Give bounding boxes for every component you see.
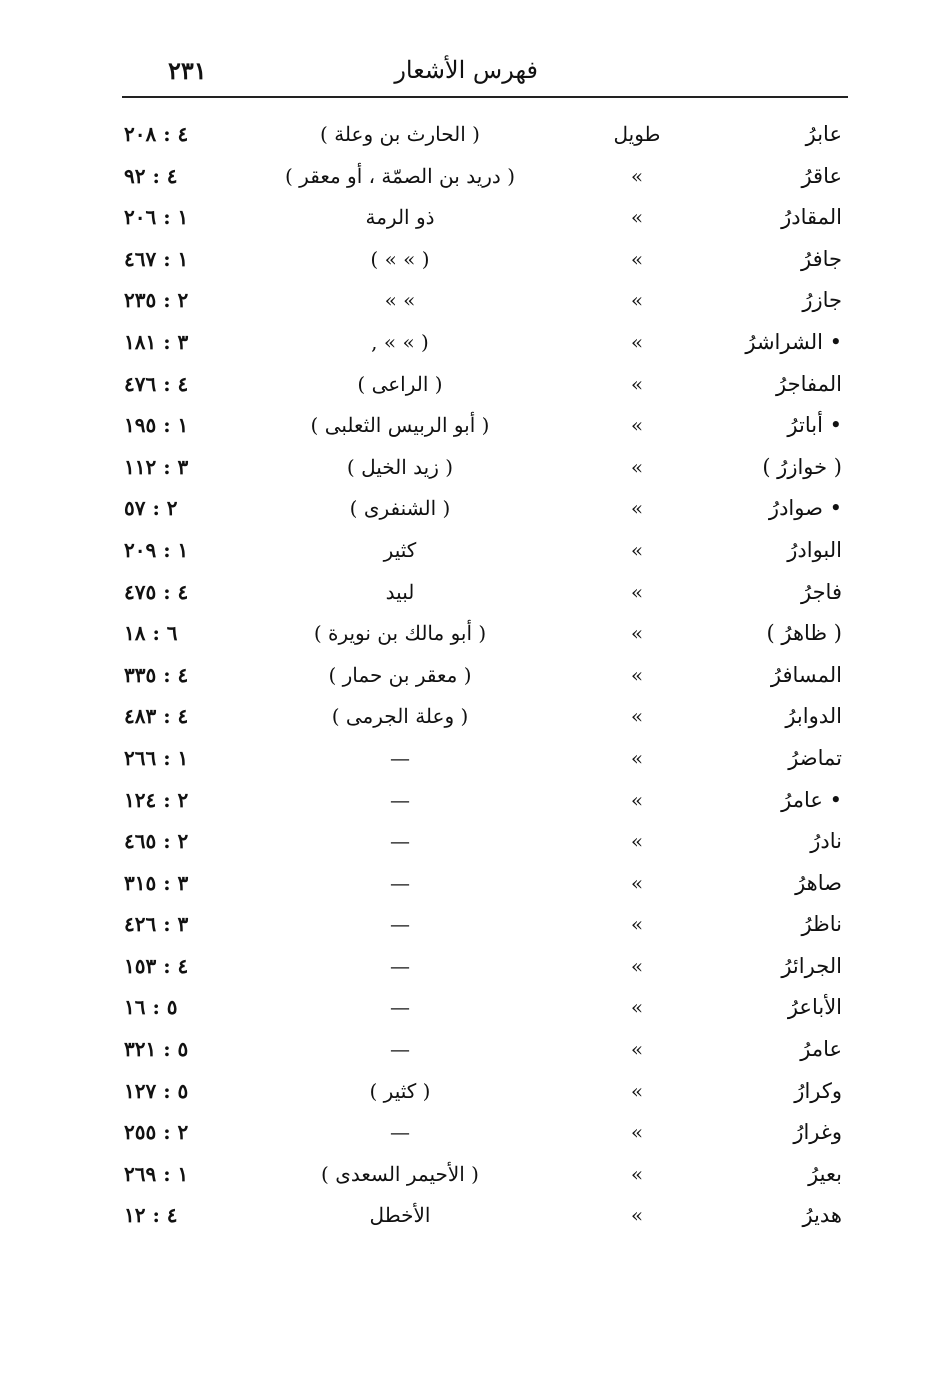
page-title: فهرس الأشعار — [394, 56, 538, 84]
poet-cell: لبيد — [385, 579, 415, 604]
poet-cell: ( كثير ) — [369, 1078, 431, 1103]
reference-cell: ٤ : ٣٣٥ — [124, 662, 189, 687]
rhyme-word: نادرُ — [810, 829, 842, 854]
index-row — [110, 201, 850, 243]
reference-cell: ٥ : ٣٢١ — [124, 1037, 189, 1062]
index-row — [110, 492, 850, 534]
rhyme-word: • أباترُ — [787, 413, 842, 438]
rhyme-word: ( ظاهرُ ) — [766, 621, 842, 646]
reference-cell: ٣ : ٤٢٦ — [124, 912, 189, 937]
poet-cell: كثير — [383, 537, 417, 562]
poet-cell: الأخطل — [369, 1203, 431, 1228]
poet-cell: ( الأحيمر السعدى ) — [321, 1161, 479, 1186]
index-row — [110, 368, 850, 410]
reference-cell: ٢ : ١٢٤ — [124, 787, 189, 812]
rhyme-word: جافرُ — [800, 246, 842, 271]
reference-cell: ١ : ١٩٥ — [124, 413, 189, 438]
meter-cell: » — [630, 1078, 644, 1103]
index-row — [110, 950, 850, 992]
poetry-index-table — [110, 118, 850, 1241]
reference-cell: ١ : ٢٠٦ — [124, 205, 189, 230]
meter-cell: » — [630, 413, 644, 438]
poet-cell: ذو الرمة — [365, 205, 435, 230]
index-row — [110, 867, 850, 909]
index-row — [110, 659, 850, 701]
poet-cell: — — [390, 995, 410, 1020]
poet-cell: — — [390, 829, 410, 854]
index-row — [110, 742, 850, 784]
poet-cell: ( الحارث بن وعلة ) — [320, 122, 480, 146]
index-row — [110, 160, 850, 202]
index-row — [110, 326, 850, 368]
reference-cell: ٤ : ٤٨٣ — [124, 704, 189, 729]
poet-cell: — — [390, 1037, 410, 1062]
rhyme-word: • الشراشرُ — [745, 329, 842, 354]
reference-cell: ٢ : ٢٥٥ — [124, 1120, 189, 1145]
meter-cell: » — [630, 1203, 644, 1228]
reference-cell: ١ : ٤٦٧ — [124, 246, 189, 271]
index-row — [110, 409, 850, 451]
rhyme-word: بعيرُ — [808, 1161, 842, 1186]
reference-cell: ٣ : ١١٢ — [124, 454, 189, 479]
meter-cell: » — [630, 870, 644, 895]
index-row — [110, 576, 850, 618]
poet-cell: ( دريد بن الصمّة ، أو معقر ) — [285, 163, 515, 188]
header-divider — [122, 96, 848, 98]
rhyme-word: المسافرُ — [770, 662, 842, 687]
rhyme-word: ( خوازرُ ) — [762, 454, 842, 479]
meter-cell: » — [630, 953, 644, 978]
index-row — [110, 284, 850, 326]
meter-cell: » — [630, 1037, 644, 1062]
poet-cell: ( زيد الخيل ) — [346, 454, 454, 479]
poet-cell: — — [390, 912, 410, 937]
index-row — [110, 700, 850, 742]
rhyme-word: وغرارُ — [793, 1120, 842, 1145]
reference-cell: ٥ : ١٢٧ — [124, 1078, 189, 1103]
rhyme-word: عاقرُ — [801, 163, 842, 188]
rhyme-word: المقادرُ — [781, 205, 842, 230]
poet-cell: — — [390, 1120, 410, 1145]
index-row — [110, 118, 850, 160]
poet-cell: — — [390, 953, 410, 978]
reference-cell: ٥ : ١٦ — [124, 995, 178, 1020]
reference-cell: ٢ : ٤٦٥ — [124, 829, 189, 854]
poet-cell: — — [390, 870, 410, 895]
rhyme-word: الدوابرُ — [785, 704, 842, 729]
index-row — [110, 825, 850, 867]
reference-cell: ٤ : ٢٠٨ — [124, 122, 189, 146]
reference-cell: ٣ : ١٨١ — [124, 329, 189, 354]
rhyme-word: فاجرُ — [800, 579, 842, 604]
page-number: ٢٣١ — [168, 56, 207, 85]
rhyme-word: البوادرُ — [787, 537, 842, 562]
meter-cell: » — [630, 662, 644, 687]
rhyme-word: وكرارُ — [794, 1078, 842, 1103]
rhyme-word: صاهرُ — [795, 870, 842, 895]
reference-cell: ٣ : ٣١٥ — [124, 870, 189, 895]
meter-cell: » — [630, 246, 644, 271]
meter-cell: » — [630, 787, 644, 812]
poet-cell: ( معقر بن حمار ) — [328, 662, 472, 687]
meter-cell: » — [630, 912, 644, 937]
index-row — [110, 1199, 850, 1241]
poet-cell: ( » » ) — [370, 246, 430, 271]
rhyme-word: جازرُ — [802, 288, 842, 313]
index-row — [110, 243, 850, 285]
poet-cell: ( الشنفرى ) — [349, 496, 451, 521]
meter-cell: » — [630, 704, 644, 729]
index-row — [110, 908, 850, 950]
rhyme-word: عامرُ — [800, 1037, 842, 1062]
rhyme-word: عابرُ — [805, 122, 842, 146]
reference-cell: ٤ : ٤٧٥ — [124, 579, 189, 604]
meter-cell: » — [630, 329, 644, 354]
rhyme-word: ناظرُ — [801, 912, 842, 937]
rhyme-word: الجرائرُ — [781, 953, 842, 978]
index-row — [110, 1158, 850, 1200]
reference-cell: ١ : ٢٠٩ — [124, 537, 189, 562]
page-header — [122, 56, 848, 90]
meter-cell: » — [630, 1120, 644, 1145]
reference-cell: ١ : ٢٦٦ — [124, 745, 189, 770]
meter-cell: » — [630, 1161, 644, 1186]
rhyme-word: • عامرُ — [781, 787, 842, 812]
index-row — [110, 534, 850, 576]
index-row — [110, 617, 850, 659]
index-row — [110, 1033, 850, 1075]
reference-cell: ٤ : ١٥٣ — [124, 953, 189, 978]
poet-cell: ( » » , — [371, 329, 429, 354]
meter-cell: » — [630, 537, 644, 562]
rhyme-word: هديرُ — [802, 1203, 842, 1228]
meter-cell: طويل — [613, 122, 661, 146]
poet-cell: ( وعلة الجرمى ) — [331, 704, 469, 729]
meter-cell: » — [630, 163, 644, 188]
meter-cell: » — [630, 829, 644, 854]
reference-cell: ٤ : ١٢ — [124, 1203, 178, 1228]
reference-cell: ١ : ٢٦٩ — [124, 1161, 189, 1186]
poet-cell: — — [390, 745, 410, 770]
poet-cell: ( أبو الربيس الثعلبى ) — [310, 413, 490, 438]
index-row — [110, 1075, 850, 1117]
meter-cell: » — [630, 579, 644, 604]
reference-cell: ٤ : ٩٢ — [124, 163, 178, 188]
poet-cell: ( أبو مالك بن نويرة ) — [313, 621, 487, 646]
poet-cell: ( الراعى ) — [357, 371, 443, 396]
rhyme-word: المفاجرُ — [776, 371, 842, 396]
meter-cell: » — [630, 205, 644, 230]
reference-cell: ٢ : ٢٣٥ — [124, 288, 189, 313]
rhyme-word: • صوادرُ — [768, 496, 842, 521]
rhyme-word: تماضرُ — [788, 745, 842, 770]
meter-cell: » — [630, 288, 644, 313]
reference-cell: ٤ : ٤٧٦ — [124, 371, 189, 396]
meter-cell: » — [630, 995, 644, 1020]
index-row — [110, 451, 850, 493]
meter-cell: » — [630, 496, 644, 521]
reference-cell: ٦ : ١٨ — [124, 621, 178, 646]
meter-cell: » — [630, 454, 644, 479]
index-row — [110, 1116, 850, 1158]
poet-cell: » » — [384, 288, 416, 313]
poet-cell: — — [390, 787, 410, 812]
reference-cell: ٢ : ٥٧ — [124, 496, 178, 521]
meter-cell: » — [630, 745, 644, 770]
index-row — [110, 991, 850, 1033]
rhyme-word: الأباعرُ — [787, 995, 842, 1020]
meter-cell: » — [630, 621, 644, 646]
meter-cell: » — [630, 371, 644, 396]
index-row — [110, 784, 850, 826]
